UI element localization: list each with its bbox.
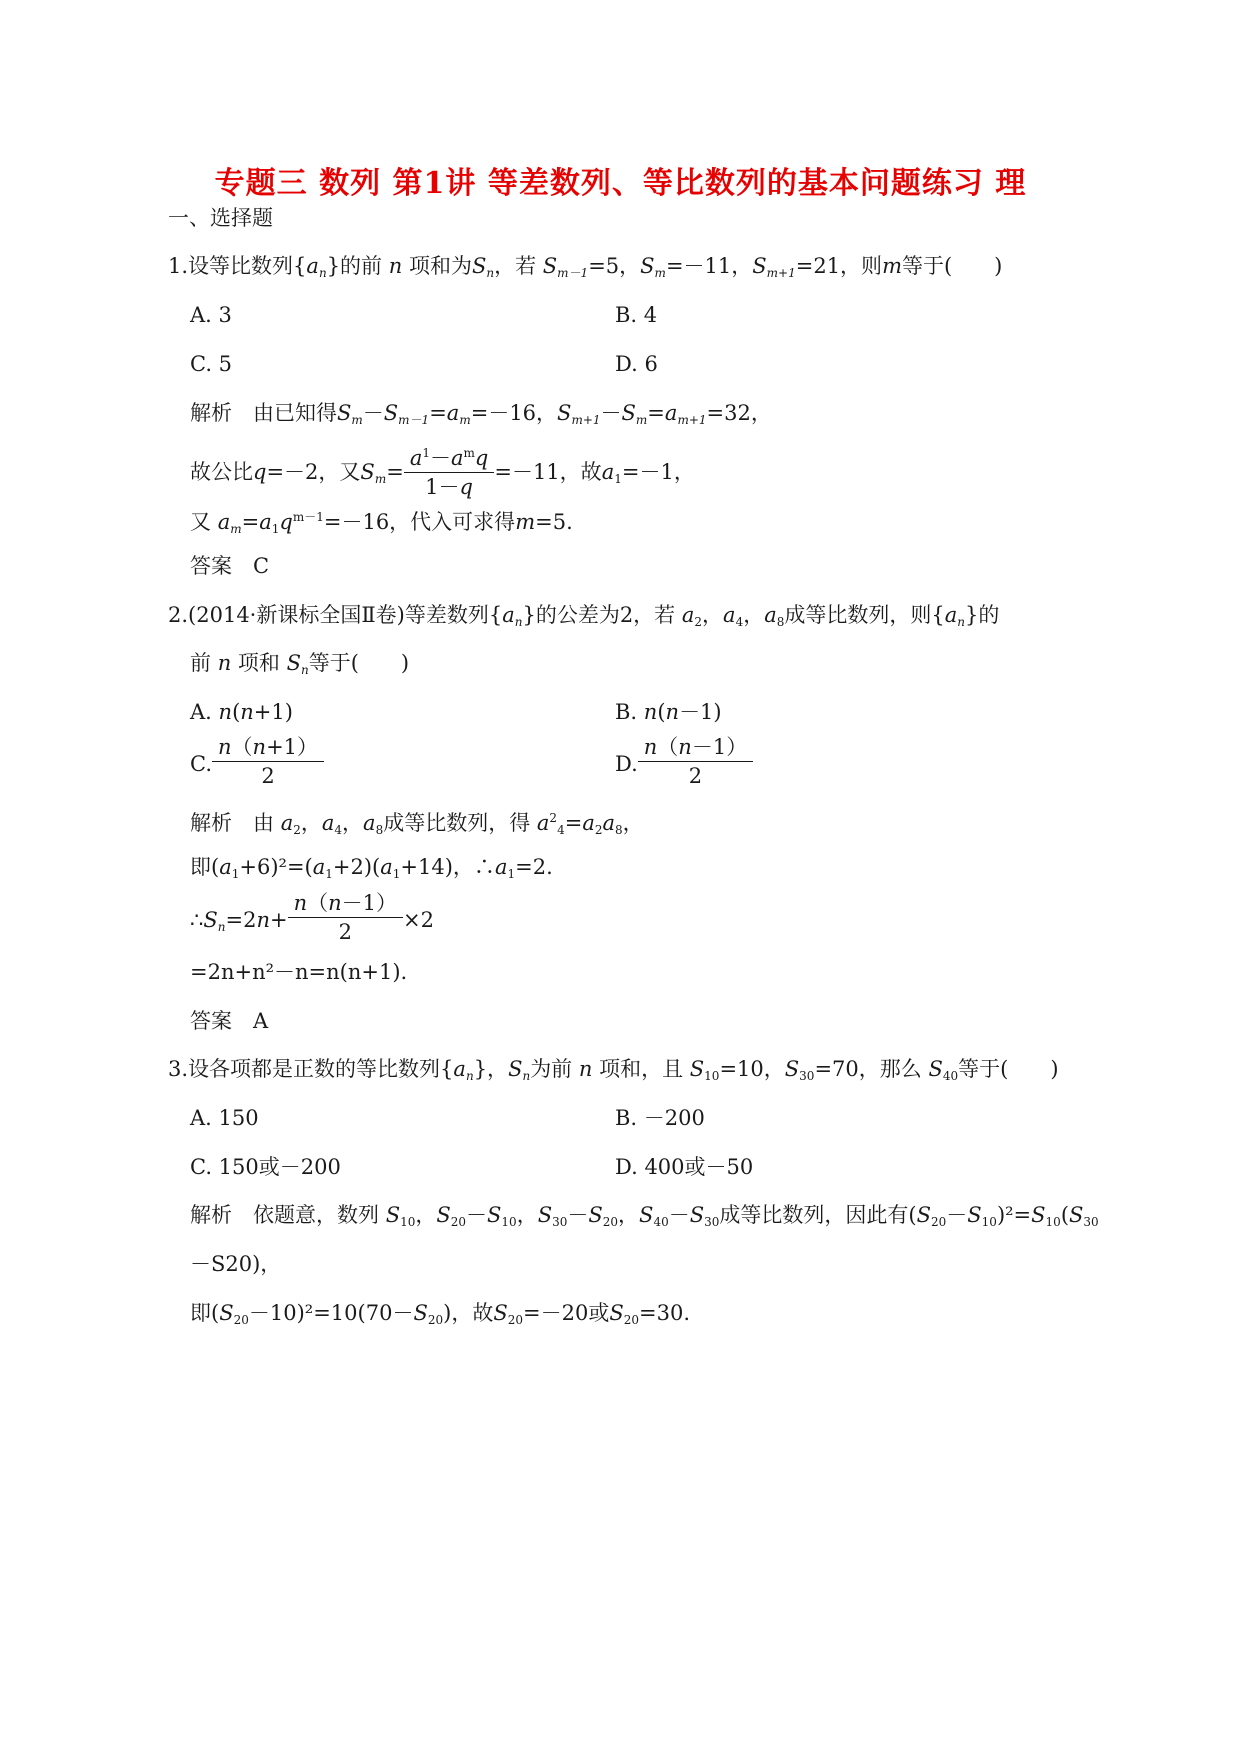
question-2-option-c: C. $\frac{n(n+1)}{2}$: [190, 736, 324, 792]
question-3-solution-line-2: －S20)，: [190, 1252, 282, 1276]
fraction: $\frac{n(n-1)}{2}$: [288, 891, 403, 944]
question-2-solution-line-1: 解析 由 $a_2$，$a_4$，$a_8$成等比数列，得 $a^2_4=a_2a_8$，: [190, 811, 644, 837]
question-2-solution-line-3: $\therefore S_n=2n+$ $\frac{n(n-1)}{2}$ ×2: [190, 891, 435, 944]
page-title: 专题三 数列 第1讲 等差数列、等比数列的基本问题练习 理: [214, 166, 1027, 201]
question-3-option-c: C. 150或－200: [190, 1155, 341, 1179]
question-1-option-a: A. 3: [190, 303, 232, 327]
question-3-option-b: B. －200: [615, 1106, 705, 1130]
question-2-solution-line-4: =2n+n²－n=n(n+1).: [190, 960, 408, 984]
question-3-stem: 3.设各项都是正数的等比数列$\{a_n\}$，$S_n$为前 n 项和，且 $S_{10}=10$，$S_{30}=70$，那么 $S_{40}$等于( ): [168, 1057, 1059, 1083]
question-3-option-d: D. 400或－50: [615, 1155, 754, 1179]
question-1-solution-line-2: 故公比q=－2，又$S_m=$ $\frac{a^1-a^mq}{1-q}$ =－11，故$a_1=-1$，: [190, 444, 695, 507]
fraction: $\frac{n(n+1)}{2}$: [212, 735, 324, 788]
question-2-stem-line-1: 2.(2014·新课标全国Ⅱ卷)等差数列$\{a_n\}$的公差为2，若 $a_2$，$a_4$，$a_8$成等比数列，则$\{a_n\}$的: [168, 603, 1000, 629]
question-1-answer: 答案 C: [190, 554, 270, 578]
fraction: $\frac{n(n-1)}{2}$: [638, 735, 753, 788]
fraction: $\frac{a^1-a^mq}{1-q}$: [404, 441, 495, 499]
question-3-option-a: A. 150: [190, 1106, 259, 1130]
question-2-option-b: B. n(n－1): [615, 700, 722, 724]
question-2-solution-line-2: 即$(a_1+6)^2=(a_1+2)(a_1+14)$，$\therefore a_1=2$.: [190, 855, 553, 881]
question-1-solution-line-1: 解析 由已知得$S_m-S_{m-1}=a_m=-16$，$S_{m+1}-S_m=a_{m+1}=32$，: [190, 401, 772, 427]
question-1-option-c: C. 5: [190, 352, 233, 376]
section-heading: 一、选择题: [168, 206, 273, 230]
question-2-stem-line-2: 前 n 项和 $S_n$等于( ): [190, 651, 410, 677]
question-3-solution-line-1: 解析 依题意，数列 $S_{10}$，$S_{20}-S_{10}$，$S_{30}-S_{20}$，$S_{40}-S_{30}$成等比数列，因此有$(S_{20}-S_{10})^2=S_{10}(S_{30}$: [190, 1203, 1099, 1229]
question-2-option-d: D. $\frac{n(n-1)}{2}$: [615, 736, 753, 792]
question-2-option-a: A. n(n+1): [190, 700, 293, 724]
question-2-answer: 答案 A: [190, 1009, 269, 1033]
question-1-solution-line-3: 又 $a_m=a_1q^{m-1}=-16$，代入可求得m=5.: [190, 510, 573, 536]
question-1-option-d: D. 6: [615, 352, 658, 376]
question-3-solution-line-3: 即$(S_{20}-10)^2=10(70-S_{20})$，故$S_{20}=-20$或$S_{20}=30$.: [190, 1301, 690, 1327]
question-1-option-b: B. 4: [615, 303, 658, 327]
question-1-stem: 1.设等比数列$\{a_n\}$的前 n 项和为$S_n$，若 $S_{m-1}=5$，$S_m=-11$，$S_{m+1}=21$，则m等于( ): [168, 254, 1003, 280]
